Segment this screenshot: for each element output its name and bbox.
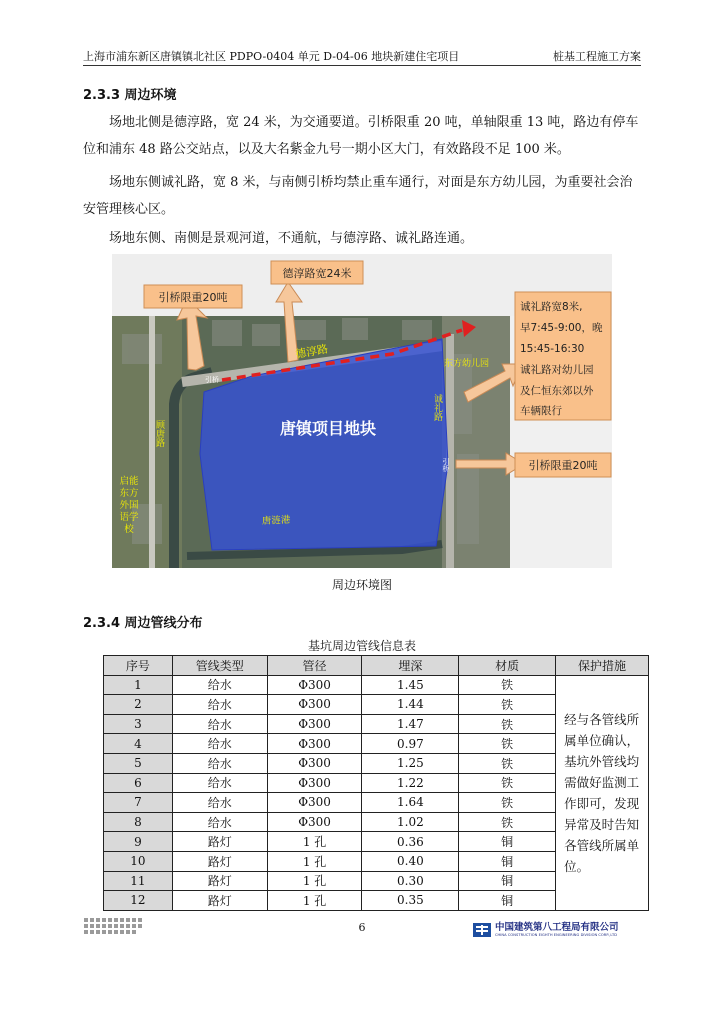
kindergarten-label: 东方幼儿园 (444, 359, 490, 369)
cell-seq: 2 (104, 695, 173, 715)
header-depth: 埋深 (362, 656, 459, 676)
company-name-en: CHINA CONSTRUCTION EIGHTH ENGINEERING DIVISION CORP.,LTD (495, 933, 618, 937)
cell-material: 铁 (459, 714, 556, 734)
school-label-5: 校 (124, 524, 134, 535)
cell-seq: 10 (104, 851, 173, 871)
cell-depth: 0.35 (362, 891, 459, 911)
cell-type: 给水 (172, 695, 267, 715)
river-south-label: 唐涟港 (261, 514, 291, 527)
cell-seq: 4 (104, 734, 173, 754)
cell-seq: 7 (104, 793, 173, 813)
cell-material: 铁 (459, 734, 556, 754)
cell-type: 给水 (172, 773, 267, 793)
cell-seq: 6 (104, 773, 173, 793)
protection-note: 经与各管线所属单位确认，基坑外管线均需做好监测工作即可，发现异常及时告知各管线所属单位。 (556, 675, 649, 910)
callout-east-line-3: 15:45-16:30 (520, 343, 585, 355)
company-name-cn: 中国建筑第八工程局有限公司 (495, 922, 619, 933)
bridge-north-label: 引桥 (205, 376, 219, 384)
company-logo (473, 923, 619, 937)
cell-material: 铜 (459, 871, 556, 891)
cell-diameter: Φ300 (267, 695, 362, 715)
cell-diameter: Φ300 (267, 773, 362, 793)
cscec-logo-icon (473, 923, 491, 937)
cell-diameter: 1 孔 (267, 891, 362, 911)
page-number: 6 (358, 921, 366, 934)
cell-diameter: Φ300 (267, 753, 362, 773)
cell-diameter: Φ300 (267, 675, 362, 695)
callout-east-line-6: 车辆限行 (520, 405, 562, 417)
callout-road-width-text: 德淳路宽24米 (282, 267, 352, 280)
cell-depth: 1.25 (362, 753, 459, 773)
school-label-2: 东方 (119, 488, 139, 499)
cell-type: 路灯 (172, 871, 267, 891)
cell-material: 铁 (459, 773, 556, 793)
cell-depth: 0.30 (362, 871, 459, 891)
header-diameter: 管径 (267, 656, 362, 676)
cell-material: 铁 (459, 793, 556, 813)
cell-material: 铜 (459, 891, 556, 911)
cell-material: 铁 (459, 812, 556, 832)
school-label-1: 启能 (119, 476, 139, 487)
road-dechun-label: 德淳路 (294, 342, 330, 361)
cell-depth: 1.44 (362, 695, 459, 715)
cell-material: 铁 (459, 695, 556, 715)
callout-east-line-5: 及仁恒东郊以外 (520, 385, 594, 397)
cell-diameter: Φ300 (267, 734, 362, 754)
cell-type: 路灯 (172, 891, 267, 911)
paragraph-north-side: 场地北侧是德淳路，宽 24 米，为交通要道。引桥限重 20 吨，单轴限重 13 吨，路边有停车位和浦东 48 路公交站点，以及大名紫金九号一期小区大门，有效路段不足 100 米。 (83, 115, 639, 157)
cell-diameter: 1 孔 (267, 851, 362, 871)
header-pipe-type: 管线类型 (172, 656, 267, 676)
cell-seq: 9 (104, 832, 173, 852)
cell-material: 铁 (459, 753, 556, 773)
cell-type: 给水 (172, 793, 267, 813)
table-header-row (104, 656, 649, 676)
cell-depth: 0.36 (362, 832, 459, 852)
cell-depth: 1.02 (362, 812, 459, 832)
header-material: 材质 (459, 656, 556, 676)
cell-type: 路灯 (172, 851, 267, 871)
header-doc-title: 桩基工程施工方案 (553, 50, 641, 63)
callout-east-line-1: 诚礼路宽8米, (520, 301, 583, 313)
cell-depth: 0.40 (362, 851, 459, 871)
figure-caption: 周边环境图 (331, 578, 392, 592)
cell-depth: 1.64 (362, 793, 459, 813)
cell-seq: 12 (104, 891, 173, 911)
cell-material: 铁 (459, 675, 556, 695)
cell-type: 给水 (172, 734, 267, 754)
cell-diameter: Φ300 (267, 714, 362, 734)
cell-material: 铜 (459, 851, 556, 871)
cell-depth: 0.97 (362, 734, 459, 754)
cell-seq: 1 (104, 675, 173, 695)
callout-north-bridge-text: 引桥限重20吨 (158, 291, 228, 304)
cell-diameter: 1 孔 (267, 871, 362, 891)
surroundings-map-figure (112, 254, 612, 568)
bridge-east-label: 引桥 (442, 458, 450, 472)
table-title: 基坑周边管线信息表 (307, 639, 416, 653)
cell-type: 给水 (172, 675, 267, 695)
cell-diameter: 1 孔 (267, 832, 362, 852)
school-label-4: 语学 (119, 512, 139, 523)
paragraph-east-road: 场地东侧诚礼路，宽 8 米，与南侧引桥均禁止重车通行，对面是东方幼儿园，为重要社会治安管理核心区。 (83, 175, 633, 217)
cell-diameter: Φ300 (267, 812, 362, 832)
header-project-title: 上海市浦东新区唐镇镇北社区 PDPO-0404 单元 D-04-06 地块新建住宅项目 (83, 50, 460, 63)
cell-type: 给水 (172, 812, 267, 832)
site-label: 唐镇项目地块 (279, 419, 377, 438)
cell-type: 给水 (172, 714, 267, 734)
cell-depth: 1.47 (362, 714, 459, 734)
cell-seq: 3 (104, 714, 173, 734)
callout-east-line-4: 诚礼路对幼儿园 (520, 364, 594, 376)
header-seq: 序号 (104, 656, 173, 676)
paragraph-river: 场地东侧、南侧是景观河道，不通航，与德淳路、诚礼路连通。 (109, 231, 474, 246)
table-row (104, 675, 649, 695)
cell-material: 铜 (459, 832, 556, 852)
school-label-3: 外国 (119, 500, 139, 511)
cell-type: 路灯 (172, 832, 267, 852)
page-header (83, 50, 641, 66)
cell-depth: 1.45 (362, 675, 459, 695)
cell-type: 给水 (172, 753, 267, 773)
pipeline-table (103, 655, 649, 911)
cell-depth: 1.22 (362, 773, 459, 793)
header-protection: 保护措施 (556, 656, 649, 676)
cell-seq: 8 (104, 812, 173, 832)
cell-diameter: Φ300 (267, 793, 362, 813)
section-title-2-3-4: 2.3.4 周边管线分布 (83, 616, 203, 631)
road-chengli-label: 诚礼路 (432, 394, 442, 421)
road-west-label: 顾唐路 (154, 420, 164, 447)
cell-seq: 5 (104, 753, 173, 773)
callout-east-bridge-text: 引桥限重20吨 (528, 459, 598, 472)
callout-east-line-2: 早7:45-9:00，晚 (520, 322, 603, 334)
cell-seq: 11 (104, 871, 173, 891)
section-title-2-3-3: 2.3.3 周边环境 (83, 88, 177, 103)
